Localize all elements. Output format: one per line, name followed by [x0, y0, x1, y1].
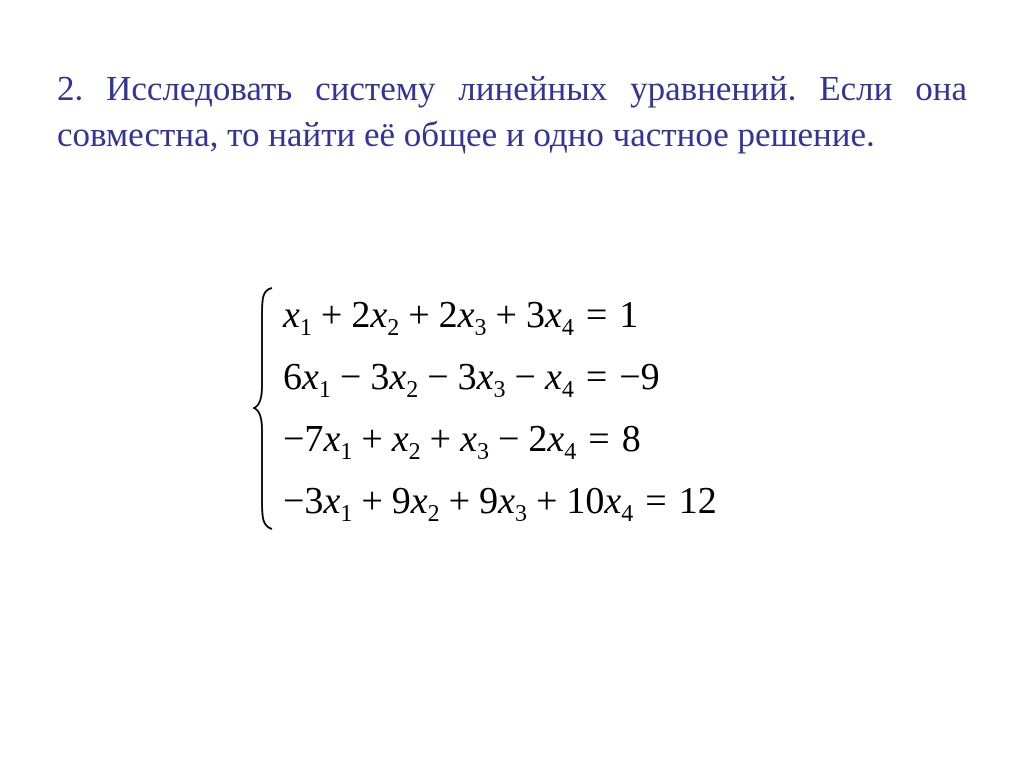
- problem-statement: 2. Исследовать систему линейных уравнений. Если она совместна, то найти её общее и одно частное решение.: [57, 69, 967, 154]
- equation-system: [253, 286, 813, 531]
- equation-4: $-3x_1 + 9x_2 + 9x_3 + 10x_4 = 12$: [283, 480, 717, 527]
- equation-1: $x_1 + 2x_2 + 2x_3 + 3x_4 = 1$: [283, 294, 639, 341]
- left-brace-icon: [253, 286, 275, 531]
- equation-2: $6x_1 - 3x_2 - 3x_3 - x_4 = -9$: [283, 356, 660, 403]
- equation-3: $-7x_1 + x_2 + x_3 - 2x_4 = 8$: [283, 418, 641, 465]
